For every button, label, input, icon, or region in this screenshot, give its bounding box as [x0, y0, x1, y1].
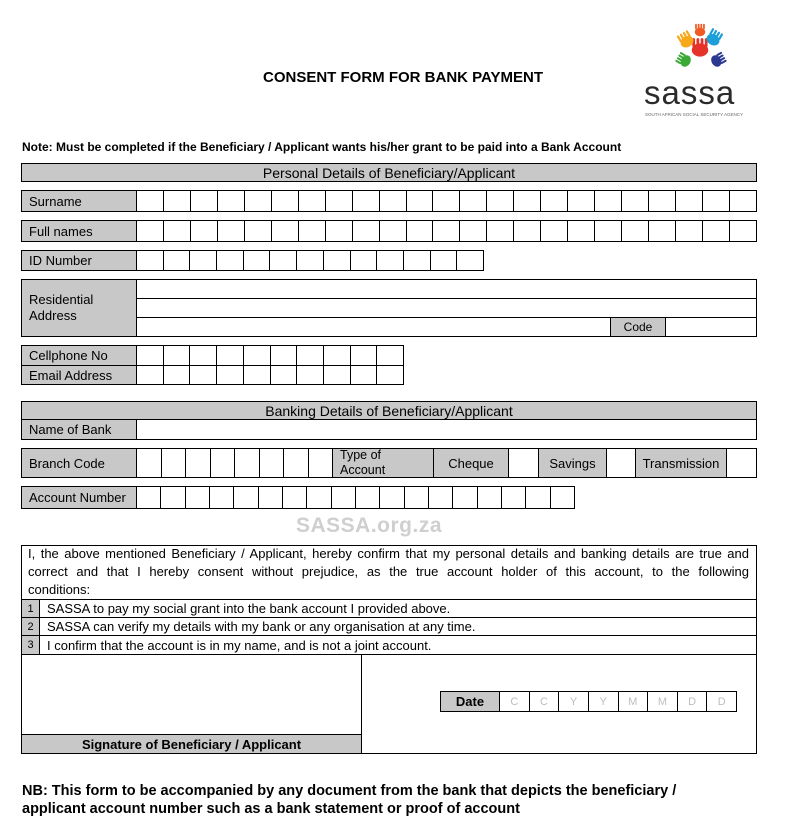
char-cell[interactable]	[428, 487, 452, 508]
surname-field[interactable]	[136, 190, 757, 212]
date-digit-cell[interactable]: D	[706, 692, 736, 711]
char-cell[interactable]	[456, 251, 483, 270]
char-cell[interactable]	[501, 487, 525, 508]
condition-number: 3	[22, 636, 40, 654]
char-cell[interactable]	[323, 346, 350, 365]
transmission-checkbox[interactable]	[726, 448, 757, 478]
logo-tagline: SOUTH AFRICAN SOCIAL SECURITY AGENCY	[645, 112, 744, 117]
char-cell[interactable]	[136, 449, 161, 477]
type-of-account-label: Type of Account	[332, 448, 434, 478]
char-cell[interactable]	[376, 366, 403, 384]
condition-text: SASSA can verify my details with my bank or any organisation at any time.	[47, 619, 476, 634]
char-cell[interactable]	[296, 366, 323, 384]
surname-label: Surname	[21, 190, 137, 212]
condition-text: I confirm that the account is in my name, and is not a joint account.	[47, 637, 432, 653]
char-cell[interactable]	[540, 191, 567, 211]
char-cell[interactable]	[163, 251, 190, 270]
char-cell[interactable]	[270, 346, 297, 365]
char-cell[interactable]	[486, 191, 513, 211]
name-of-bank-field[interactable]	[136, 419, 757, 440]
char-cell[interactable]	[234, 449, 259, 477]
char-cell[interactable]	[525, 487, 549, 508]
char-cell[interactable]	[379, 221, 406, 241]
char-cell[interactable]	[185, 487, 209, 508]
form-title: CONSENT FORM FOR BANK PAYMENT	[263, 69, 544, 86]
id-number-label: ID Number	[21, 250, 137, 271]
char-cell[interactable]	[296, 346, 323, 365]
char-cell[interactable]	[216, 366, 243, 384]
banking-details-header: Banking Details of Beneficiary/Applicant	[21, 401, 757, 420]
account-number-field[interactable]	[136, 486, 575, 509]
date-digit-cell[interactable]: M	[618, 692, 648, 711]
char-cell[interactable]	[379, 487, 403, 508]
char-cell[interactable]	[298, 221, 325, 241]
char-cell[interactable]	[648, 191, 675, 211]
char-cell[interactable]	[306, 487, 330, 508]
char-cell[interactable]	[217, 221, 244, 241]
char-cell[interactable]	[376, 346, 403, 365]
char-cell[interactable]	[432, 221, 459, 241]
char-cell[interactable]	[648, 221, 675, 241]
sassa-hands-logo-icon	[640, 18, 760, 82]
char-cell[interactable]	[325, 191, 352, 211]
hand-shape	[692, 38, 709, 57]
char-cell[interactable]	[271, 191, 298, 211]
date-digit-cell[interactable]: M	[647, 692, 677, 711]
char-cell[interactable]	[452, 487, 476, 508]
transmission-label: Transmission	[635, 448, 727, 478]
char-cell[interactable]	[233, 487, 257, 508]
savings-checkbox[interactable]	[606, 448, 636, 478]
char-cell[interactable]	[379, 191, 406, 211]
savings-label: Savings	[538, 448, 607, 478]
char-cell[interactable]	[331, 487, 355, 508]
code-label: Code	[610, 317, 666, 337]
char-cell[interactable]	[190, 221, 217, 241]
branch-code-field[interactable]	[136, 448, 333, 478]
char-cell[interactable]	[136, 346, 163, 365]
char-cell[interactable]	[163, 221, 190, 241]
condition-number: 1	[22, 600, 40, 617]
condition-number: 2	[22, 618, 40, 635]
cellphone-field[interactable]	[136, 345, 404, 366]
date-digit-cell[interactable]: D	[677, 692, 707, 711]
address-line-2[interactable]	[136, 298, 757, 318]
name-of-bank-label: Name of Bank	[21, 419, 137, 440]
char-cell[interactable]	[513, 191, 540, 211]
char-cell[interactable]	[540, 221, 567, 241]
char-cell[interactable]	[621, 221, 648, 241]
condition-text: SASSA to pay my social grant into the bank account I provided above.	[47, 601, 451, 616]
char-cell[interactable]	[190, 191, 217, 211]
char-cell[interactable]	[513, 221, 540, 241]
char-cell[interactable]	[136, 221, 163, 241]
sassa-logo	[640, 18, 760, 118]
char-cell[interactable]	[163, 191, 190, 211]
date-digit-cell[interactable]: C	[529, 692, 559, 711]
declaration-line-1: I, the above mentioned Beneficiary / Applicant, hereby confirm that my personal details and banking details are true and	[28, 546, 749, 561]
char-cell[interactable]	[729, 191, 756, 211]
signature-label: Signature of Beneficiary / Applicant	[21, 734, 362, 754]
char-cell[interactable]	[675, 191, 702, 211]
char-cell[interactable]	[567, 191, 594, 211]
cheque-label: Cheque	[433, 448, 509, 478]
address-line-3[interactable]	[136, 317, 611, 337]
char-cell[interactable]	[594, 221, 621, 241]
char-cell[interactable]	[350, 366, 377, 384]
char-cell[interactable]	[210, 449, 235, 477]
char-cell[interactable]	[406, 221, 433, 241]
char-cell[interactable]	[243, 346, 270, 365]
char-cell[interactable]	[282, 487, 306, 508]
char-cell[interactable]	[406, 191, 433, 211]
char-cell[interactable]	[271, 221, 298, 241]
email-field[interactable]	[136, 365, 404, 385]
char-cell[interactable]	[325, 221, 352, 241]
char-cell[interactable]	[161, 449, 186, 477]
char-cell[interactable]	[376, 251, 403, 270]
char-cell[interactable]	[486, 221, 513, 241]
char-cell[interactable]	[217, 191, 244, 211]
char-cell[interactable]	[352, 191, 379, 211]
char-cell[interactable]	[477, 487, 501, 508]
declaration-line-3: conditions:	[28, 582, 91, 597]
char-cell[interactable]	[308, 449, 333, 477]
char-cell[interactable]	[350, 251, 377, 270]
char-cell[interactable]	[567, 221, 594, 241]
char-cell[interactable]	[269, 251, 296, 270]
char-cell[interactable]	[136, 191, 163, 211]
char-cell[interactable]	[550, 487, 574, 508]
hand-shape	[676, 30, 695, 50]
char-cell[interactable]	[675, 221, 702, 241]
char-cell[interactable]	[258, 487, 282, 508]
account-number-label: Account Number	[21, 486, 137, 509]
hand-shape	[675, 51, 693, 68]
email-label: Email Address	[21, 365, 137, 385]
id-number-field[interactable]	[136, 250, 484, 271]
char-cell[interactable]	[459, 221, 486, 241]
char-cell[interactable]	[323, 251, 350, 270]
char-cell[interactable]	[403, 251, 430, 270]
char-cell[interactable]	[189, 251, 216, 270]
nb-line-1: NB: This form to be accompanied by any document from the bank that depicts the beneficiary /	[22, 783, 677, 799]
char-cell[interactable]	[355, 487, 379, 508]
watermark-text: SASSA.org.za	[296, 514, 443, 537]
char-cell[interactable]	[185, 449, 210, 477]
char-cell[interactable]	[163, 346, 190, 365]
char-cell[interactable]	[283, 449, 308, 477]
char-cell[interactable]	[259, 449, 284, 477]
address-line-1[interactable]	[136, 279, 757, 299]
personal-details-header: Personal Details of Beneficiary/Applicant	[21, 163, 757, 182]
hand-shape	[695, 24, 706, 37]
char-cell[interactable]	[621, 191, 648, 211]
char-cell[interactable]	[136, 251, 163, 270]
date-digit-cell[interactable]: C	[499, 692, 529, 711]
char-cell[interactable]	[594, 191, 621, 211]
declaration-line-2: correct and that I hereby consent without prejudice, as the true account holder of this account, to the following	[28, 564, 749, 579]
char-cell[interactable]	[430, 251, 457, 270]
char-cell[interactable]	[702, 221, 729, 241]
char-cell[interactable]	[350, 346, 377, 365]
char-cell[interactable]	[136, 487, 160, 508]
char-cell[interactable]	[216, 346, 243, 365]
date-label: Date	[440, 691, 500, 712]
hand-shape	[709, 51, 727, 68]
char-cell[interactable]	[404, 487, 428, 508]
char-cell[interactable]	[270, 366, 297, 384]
postal-code-field[interactable]	[665, 317, 757, 337]
char-cell[interactable]	[244, 191, 271, 211]
logo-wordmark: sassa	[644, 74, 736, 111]
cellphone-label: Cellphone No	[21, 345, 137, 366]
char-cell[interactable]	[216, 251, 243, 270]
date-digit-cell[interactable]: Y	[558, 692, 588, 711]
char-cell[interactable]	[209, 487, 233, 508]
char-cell[interactable]	[244, 221, 271, 241]
char-cell[interactable]	[296, 251, 323, 270]
char-cell[interactable]	[189, 346, 216, 365]
full-names-field[interactable]	[136, 220, 757, 242]
char-cell[interactable]	[298, 191, 325, 211]
char-cell[interactable]	[729, 221, 756, 241]
char-cell[interactable]	[163, 366, 190, 384]
full-names-label: Full names	[21, 220, 137, 242]
char-cell[interactable]	[243, 251, 270, 270]
branch-code-label: Branch Code	[21, 448, 137, 478]
cheque-checkbox[interactable]	[508, 448, 539, 478]
form-note: Note: Must be completed if the Beneficiary / Applicant wants his/her grant to be paid into a Bank Account	[22, 140, 622, 154]
char-cell[interactable]	[459, 191, 486, 211]
char-cell[interactable]	[352, 221, 379, 241]
date-digit-cell[interactable]: Y	[588, 692, 618, 711]
char-cell[interactable]	[323, 366, 350, 384]
char-cell[interactable]	[243, 366, 270, 384]
date-field[interactable]	[499, 691, 737, 712]
residential-address-label: Residential Address	[21, 279, 137, 337]
char-cell[interactable]	[136, 366, 163, 384]
char-cell[interactable]	[160, 487, 184, 508]
char-cell[interactable]	[432, 191, 459, 211]
char-cell[interactable]	[189, 366, 216, 384]
char-cell[interactable]	[702, 191, 729, 211]
nb-line-2: applicant account number such as a bank statement or proof of account	[22, 801, 520, 817]
